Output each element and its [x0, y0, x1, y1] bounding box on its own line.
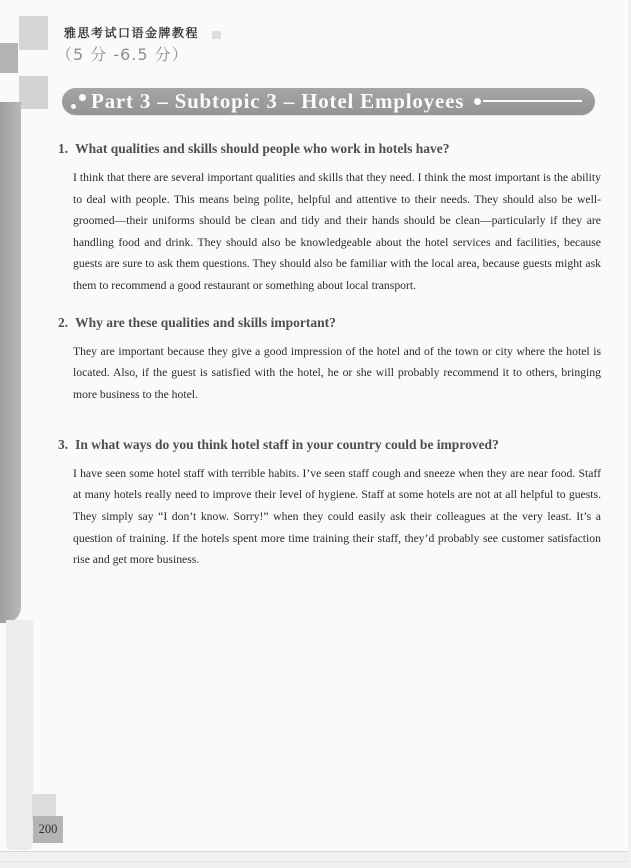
question-heading — [58, 140, 603, 158]
qa-section-2 — [58, 314, 603, 406]
section-banner — [62, 88, 595, 115]
answer-paragraph: I think that there are several important qualities and skills that they need. I think the most important is the ability to deal with people. This means being polite, helpful and attentive to their needs. They should also be well-groomed—their uniforms should be clean and tidy and their hands should be clean—particularly if they are handling food and drink. They should also be knowledgeable about the hotel services and facilities, because guests are sure to ask them questions. They should also be familiar with the local area, because guests might ask them to recommend a good restaurant or something about local transport. — [73, 171, 601, 292]
question-text: In what ways do you think hotel staff in your country could be improved? — [75, 436, 499, 452]
question-number: 1. — [58, 140, 69, 156]
question-number: 2. — [58, 314, 69, 330]
answer-paragraph: I have seen some hotel staff with terrible habits. I’ve seen staff cough and sneeze when they are near food. Staff at many hotels really need to improve their level of hygiene. Staff at some hotels are not at all helpful to guests. They simply say “I don’t know. Sorry!” when they could easily ask their colleagues at the very least. It’s a question of training. If the hotels spent more time training their staff, they’d probably see customer satisfaction rise and get more business. — [73, 466, 601, 567]
page-number-label: 200 — [38, 822, 58, 836]
scan-bottom-line — [0, 861, 631, 862]
book-header — [56, 26, 631, 64]
two-dots-icon — [70, 93, 87, 110]
qa-section-3 — [58, 436, 603, 571]
question-text: What qualities and skills should people who work in hotels have? — [75, 140, 450, 156]
question-heading — [58, 436, 603, 454]
dot-big-icon — [79, 94, 86, 101]
bullet-icon — [474, 98, 481, 105]
question-heading — [58, 314, 603, 332]
question-text: Why are these qualities and skills important? — [75, 314, 336, 330]
answer-paragraph: They are important because they give a good impression of the hotel and of the town or city where the hotel is located. Also, if the guest is satisfied with the hotel, he or she will probably recommend it to others, bringing more business to the hotel. — [73, 344, 601, 401]
dot-small-icon — [71, 104, 76, 109]
score-range: （5 分 -6.5 分） — [56, 44, 189, 64]
qa-section-1 — [58, 140, 603, 297]
page-edge-shadow-light — [6, 620, 33, 850]
page-number — [33, 816, 63, 843]
banner-rule — [483, 100, 582, 102]
question-number: 3. — [58, 436, 69, 452]
scan-bottom-band — [0, 851, 631, 868]
banner-title: Part 3 – Subtopic 3 – Hotel Employees — [91, 88, 465, 113]
series-title: 雅思考试口语金牌教程 — [64, 26, 200, 40]
